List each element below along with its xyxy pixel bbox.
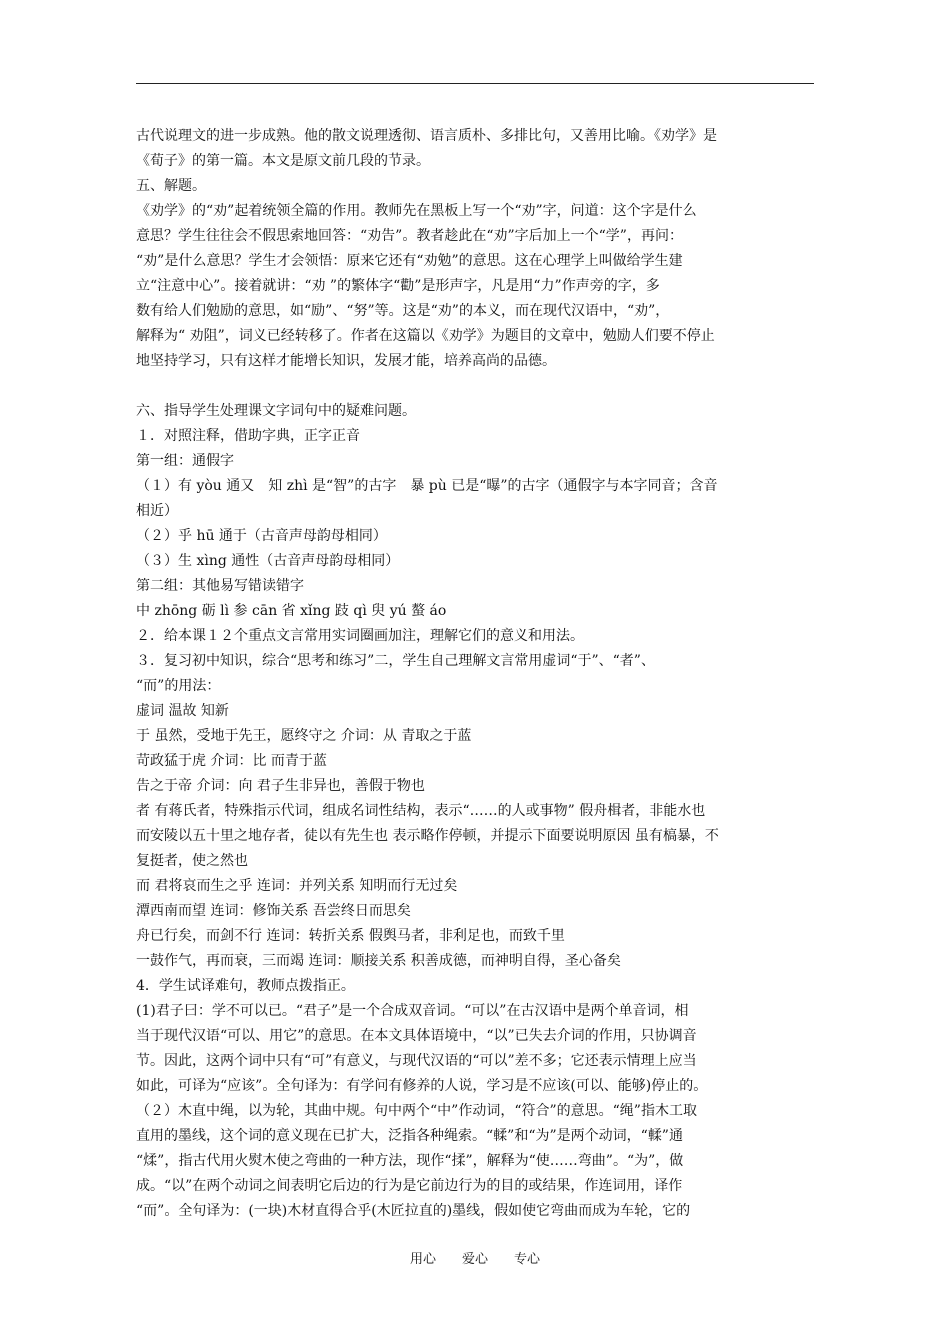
text-line: 一鼓作气，再而衰，三而竭 连词：顺接关系 积善成德，而神明自得，圣心备矣: [136, 953, 621, 969]
text-line: 立“注意中心”。接着就讲：“劝 ”的繁体字“勸”是形声字，凡是用“力”作声旁的字，多: [136, 278, 660, 294]
text-line: 告之于帝 介词：向 君子生非异也，善假于物也: [136, 778, 425, 794]
text-line: “而”。全句译为：(一块)木材直得合乎(木匠拉直的)墨线，假如使它弯曲而成为车轮，它的: [136, 1203, 691, 1219]
text-line: 相近）: [136, 503, 178, 519]
text-line: （１）有 yòu 通又 知 zhì 是“智”的古字 暴 pù 已是“曝”的古字（通假字与本字同音；含音: [136, 478, 718, 494]
page-footer: 用心 爱心 专心: [409, 1252, 540, 1267]
text-line: ３．复习初中知识，综合“思考和练习”二，学生自己理解文言常用虚词“于”、“者”、: [136, 653, 655, 669]
text-line: （２）木直中绳，以为轮，其曲中规。句中两个“中”作动词，“符合”的意思。“绳”指木工取: [136, 1103, 697, 1119]
text-line: 地坚持学习，只有这样才能增长知识，发展才能，培养高尚的品德。: [136, 353, 556, 369]
text-line: （２）乎 hū 通于（古音声母韵母相同）: [136, 528, 387, 544]
section-heading: 六、指导学生处理课文字词句中的疑难问题。: [136, 403, 416, 419]
text-line: 直用的墨线，这个词的意义现在已扩大，泛指各种绳索。“輮”和“为”是两个动词，“輮”通: [136, 1128, 683, 1144]
text-line: 第一组：通假字: [136, 453, 234, 469]
text-line: 苛政猛于虎 介词：比 而青于蓝: [136, 753, 327, 769]
text-line: 而 君将哀而生之乎 连词：并列关系 知明而行无过矣: [136, 878, 458, 894]
text-line: 成。“以”在两个动词之间表明它后边的行为是它前边行为的目的或结果，作连词用，译作: [136, 1178, 683, 1194]
text-line: “劝”是什么意思？学生才会领悟：原来它还有“劝勉”的意思。这在心理学上叫做给学生建: [136, 253, 683, 269]
text-line: 《劝学》的“劝”起着统领全篇的作用。教师先在黑板上写一个“劝”字，问道：这个字是什么: [136, 203, 697, 219]
text-line: １．对照注释，借助字典，正字正音: [136, 428, 360, 444]
text-line: 舟已行矣，而剑不行 连词：转折关系 假舆马者，非利足也，而致千里: [136, 928, 565, 944]
text-line: 当于现代汉语“可以、用它”的意思。在本文具体语境中，“以”已失去介词的作用，只协调音: [136, 1028, 697, 1044]
text-line: 潭西南而望 连词：修饰关系 吾尝终日而思矣: [136, 903, 411, 919]
text-line: (1)君子曰：学不可以已。“君子”是一个合成双音词。“可以”在古汉语中是两个单音词，相: [136, 1003, 689, 1019]
text-line: 节。因此，这两个词中只有“可”有意义，与现代汉语的“可以”差不多；它还表示情理上应当: [136, 1053, 697, 1069]
text-line: 《荀子》的第一篇。本文是原文前几段的节录。: [136, 153, 430, 169]
text-line: 复挺者，使之然也: [136, 853, 248, 869]
text-line: 如此，可译为“应该”。全句译为：有学问有修养的人说，学习是不应该(可以、能够)停止的。: [136, 1078, 708, 1094]
text-line: 意思？学生往往会不假思索地回答：“劝告”。教者趁此在“劝”字后加上一个“学”，再问：: [136, 228, 683, 244]
text-line: 4．学生试译难句，教师点拨指正。: [136, 978, 355, 994]
text-line: “煣”，指古代用火熨木使之弯曲的一种方法，现作“揉”，解释为“使……弯曲”。“为”，做: [136, 1153, 684, 1169]
document-body: [136, 124, 816, 1224]
text-line: 第二组：其他易写错读错字: [136, 578, 304, 594]
text-line: 而安陵以五十里之地存者，徒以有先生也 表示略作停顿，并提示下面要说明原因 虽有槁暴，不: [136, 828, 719, 844]
text-line: 数有给人们勉励的意思，如“励”、“努”等。这是“劝”的本义，而在现代汉语中，“劝”，: [136, 303, 670, 319]
text-line: 古代说理文的进一步成熟。他的散文说理透彻、语言质朴、多排比句，又善用比喻。《劝学》是: [136, 128, 717, 144]
text-line: ２．给本课１２个重点文言常用实词圈画加注，理解它们的意义和用法。: [136, 628, 584, 644]
blank-line: [136, 374, 816, 399]
text-line: （３）生 xìng 通性（古音声母韵母相同）: [136, 553, 400, 569]
header-rule: [136, 83, 814, 84]
text-line: 虚词 温故 知新: [136, 703, 229, 719]
text-line: 解释为“ 劝阻”，词义已经转移了。作者在这篇以《劝学》为题目的文章中，勉励人们要不停止: [136, 328, 715, 344]
text-line: 者 有蒋氏者，特殊指示代词，组成名词性结构，表示“……的人或事物” 假舟楫者，非能水也: [136, 803, 706, 819]
text-line: 于 虽然，受地于先王，愿终守之 介词：从 青取之于蓝: [136, 728, 472, 744]
text-line: 中 zhōng 砺 lì 参 cān 省 xǐng 跂 qì 臾 yú 螯 áo: [136, 603, 447, 619]
text-line: “而”的用法：: [136, 678, 221, 694]
section-heading: 五、解题。: [136, 178, 206, 194]
